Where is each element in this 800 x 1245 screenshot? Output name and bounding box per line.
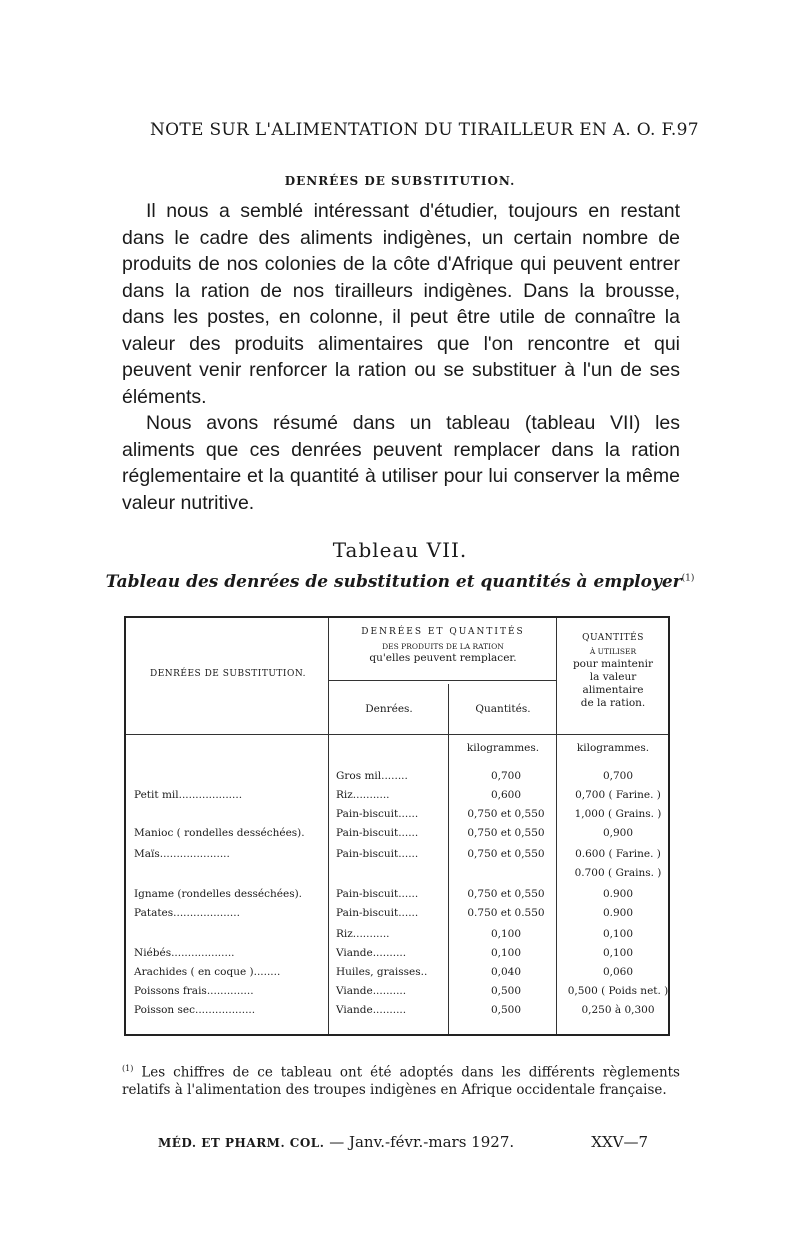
page-footer <box>158 1133 648 1151</box>
page-number: 97 <box>676 120 699 140</box>
cell-substitution: Igname (rondelles desséchées). <box>134 888 303 900</box>
cell-substitution: Patates.................... <box>134 907 240 919</box>
cell-quantite: 0,600 <box>490 789 522 801</box>
footnote <box>122 1060 680 1099</box>
header-produits-ration: DES PRODUITS DE LA RATION <box>382 642 504 651</box>
header-quantites: Quantités. <box>475 703 531 715</box>
paragraph: Il nous a semblé intéressant d'étudier, toujours en restant dans le cadre des aliments indigènes, un certain nombre de produits de nos colonies de la côte d'Afrique qui peuvent entrer dans la ration de nos tirailleurs indigènes. Dans la brousse, dans les postes, en colonne, il peut être utile de connaître la valeur des produits alimentaires que l'on rencontre et qui peuvent venir renforcer la ration ou se substituer à l'un de ses éléments. <box>122 200 680 408</box>
table-row <box>126 907 672 926</box>
cell-quantite: 0,100 <box>490 928 522 940</box>
cell-quantite-utiliser: 0,100 <box>602 947 634 959</box>
cell-quantite-utiliser: 0,700 ( Farine. ) <box>575 789 661 801</box>
paragraph: Nous avons résumé dans un tableau (tableau VII) les aliments que ces denrées peuvent remplacer dans la ration réglementaire et la quantité à utiliser pour lui conserver la même valeur nutritive. <box>122 412 680 514</box>
footer-date: — Janv.-févr.-mars 1927. <box>329 1133 515 1151</box>
header-col3-line5: alimentaire <box>582 684 644 696</box>
header-substitution: DENRÉES DE SUBSTITUTION. <box>149 669 307 679</box>
cell-quantite: 0,040 <box>490 966 522 978</box>
cell-denree: Viande.......... <box>336 947 407 959</box>
cell-quantite-utiliser: 0,700 <box>602 770 634 782</box>
cell-denree: Viande.......... <box>336 985 407 997</box>
cell-denree: Riz........... <box>336 928 390 940</box>
header-rule <box>126 734 668 735</box>
cell-denree: Pain-biscuit...... <box>336 848 419 860</box>
cell-quantite: 0,750 et 0,550 <box>467 827 545 839</box>
cell-quantite-utiliser: 0,900 <box>602 827 634 839</box>
header-col3-line6: de la ration. <box>580 697 646 709</box>
table-row <box>126 770 672 789</box>
table-row <box>126 985 672 1004</box>
table-row <box>126 808 672 827</box>
cell-quantite: 0,750 et 0,550 <box>467 848 545 860</box>
cell-denree: Riz........... <box>336 789 390 801</box>
cell-substitution: Maïs..................... <box>134 848 230 860</box>
table-title: Tableau VII. <box>332 538 468 562</box>
cell-substitution: Poissons frais.............. <box>134 985 254 997</box>
unit-maintenir: kilogrammes. <box>576 742 650 754</box>
cell-quantite-utiliser: 0,250 à 0,300 <box>581 1004 655 1016</box>
header-col3-line4: la valeur <box>589 671 637 683</box>
cell-denree: Viande.......... <box>336 1004 407 1016</box>
footnote-marker: (1) <box>122 1064 134 1073</box>
body-text <box>122 198 680 516</box>
header-col3-line1: QUANTITÉS <box>582 633 644 643</box>
table-row <box>126 966 672 985</box>
footer-citation <box>158 1133 514 1151</box>
cell-quantite-utiliser: 0.600 ( Farine. ) <box>575 848 661 860</box>
cell-denree: Pain-biscuit...... <box>336 808 419 820</box>
footer-journal: MÉD. ET PHARM. COL. <box>158 1136 325 1150</box>
cell-denree: Huiles, graisses.. <box>336 966 428 978</box>
cell-quantite: 0,100 <box>490 947 522 959</box>
table-row <box>126 867 672 886</box>
cell-denree: Pain-biscuit...... <box>336 888 419 900</box>
cell-substitution: Manioc ( rondelles desséchées). <box>134 827 305 839</box>
unit-quantites: kilogrammes. <box>466 742 540 754</box>
footer-signature: XXV—7 <box>591 1133 648 1151</box>
table-row <box>126 848 672 867</box>
cell-denree: Pain-biscuit...... <box>336 827 419 839</box>
cell-quantite: 0,500 <box>490 1004 522 1016</box>
header-denrees: Denrées. <box>365 703 413 715</box>
header-remplacer: qu'elles peuvent remplacer. <box>369 652 517 664</box>
header-rule <box>328 680 556 681</box>
cell-substitution: Petit mil................... <box>134 789 243 801</box>
table-row <box>126 928 672 947</box>
cell-substitution: Arachides ( en coque )........ <box>134 966 281 978</box>
cell-quantite-utiliser: 0.900 <box>602 907 634 919</box>
cell-denree: Gros mil........ <box>336 770 408 782</box>
substitution-table <box>124 616 670 1036</box>
cell-substitution: Poisson sec.................. <box>134 1004 256 1016</box>
footnote-ref: (1) <box>681 573 695 584</box>
table-caption <box>0 572 800 592</box>
header-denrees-quantites: DENRÉES ET QUANTITÉS <box>361 627 525 637</box>
cell-quantite-utiliser: 0,500 ( Poids net. ) <box>567 985 669 997</box>
cell-quantite-utiliser: 1,000 ( Grains. ) <box>574 808 662 820</box>
cell-substitution: Niébés................... <box>134 947 235 959</box>
cell-quantite-utiliser: 0,100 <box>602 928 634 940</box>
cell-quantite-utiliser: 0.900 <box>602 888 634 900</box>
cell-quantite: 0,700 <box>490 770 522 782</box>
table-row <box>126 827 672 846</box>
cell-quantite-utiliser: 0,060 <box>602 966 634 978</box>
cell-quantite: 0,750 et 0,550 <box>467 808 545 820</box>
cell-quantite: 0,500 <box>490 985 522 997</box>
cell-quantite-utiliser: 0.700 ( Grains. ) <box>574 867 662 879</box>
table-row <box>126 888 672 907</box>
running-head-title: NOTE SUR L'ALIMENTATION DU TIRAILLEUR EN A. O. F. <box>150 120 677 140</box>
header-col3-line3: pour maintenir <box>572 658 654 670</box>
cell-quantite: 0.750 et 0.550 <box>467 907 545 919</box>
cell-quantite: 0,750 et 0,550 <box>467 888 545 900</box>
table-row <box>126 1004 672 1023</box>
cell-denree: Pain-biscuit...... <box>336 907 419 919</box>
header-col3-line2: À UTILISER <box>589 647 637 656</box>
table-row <box>126 947 672 966</box>
table-row <box>126 789 672 808</box>
running-head <box>150 120 699 140</box>
section-title: DENRÉES DE SUBSTITUTION. <box>284 174 516 188</box>
table-caption-text: Tableau des denrées de substitution et quantités à employer <box>105 572 682 592</box>
footnote-text: Les chiffres de ce tableau ont été adoptés dans les différents règlements relatifs à l'alimentation des troupes indigènes en Afrique occidentale française. <box>122 1064 680 1098</box>
